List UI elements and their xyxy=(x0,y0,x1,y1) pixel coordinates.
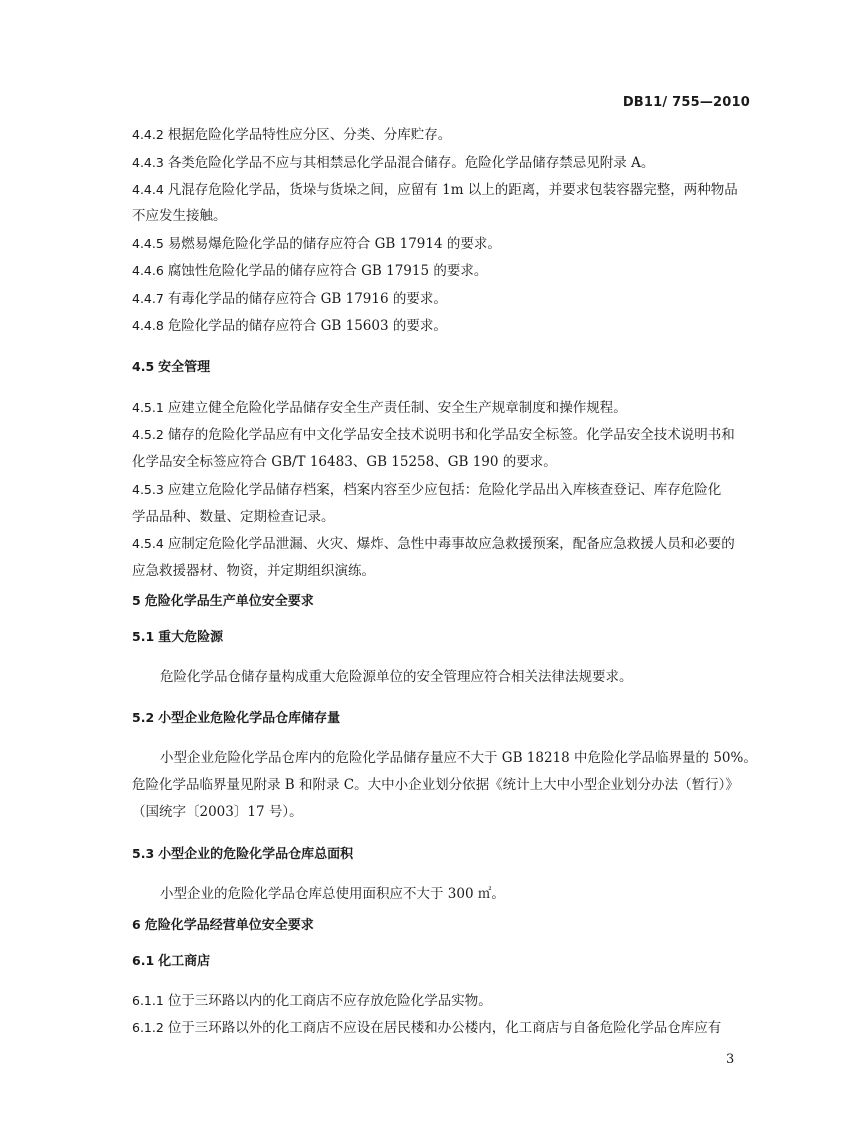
clause-text: 应建立危险化学品储存档案，档案内容至少应包括：危险化学品出入库核查登记、库存危险化 xyxy=(167,482,722,498)
clause-4-5-3 xyxy=(132,481,757,499)
clause-4-5-2 xyxy=(132,426,757,444)
chapter-title: 危险化学品生产单位安全要求 xyxy=(144,594,314,609)
clause-number: 4.5.1 xyxy=(132,400,164,415)
section-title: 小型企业的危险化学品仓库总面积 xyxy=(158,847,354,862)
clause-number: 6.1.2 xyxy=(132,1020,164,1035)
clause-6-1-1 xyxy=(132,992,757,1010)
chapter-number: 6 xyxy=(132,917,141,932)
section-heading-5-2 xyxy=(132,709,757,728)
section-number: 4.5 xyxy=(132,359,155,374)
paragraph-5-2: 小型企业危险化学品仓库内的危险化学品储存量应不大于 GB 18218 中危险化学品临界量的 50%。 xyxy=(160,750,757,766)
clause-text: 腐蚀性危险化学品的储存应符合 GB 17915 的要求。 xyxy=(167,263,488,279)
section-number: 5.3 xyxy=(132,846,155,861)
section-heading-4-5 xyxy=(132,358,757,377)
clause-continuation: 应急救援器材、物资，并定期组织演练。 xyxy=(132,563,375,579)
clause-number: 6.1.1 xyxy=(132,993,164,1008)
clause-number: 4.5.2 xyxy=(132,427,164,442)
section-title: 重大危险源 xyxy=(158,630,224,645)
clause-text: 位于三环路以内的化工商店不应存放危险化学品实物。 xyxy=(167,993,492,1009)
clause-6-1-2 xyxy=(132,1019,757,1037)
clause-4-5-1 xyxy=(132,399,757,417)
section-heading-5-1 xyxy=(132,628,757,647)
clause-number: 4.4.2 xyxy=(132,127,164,142)
clause-4-4-4 xyxy=(132,181,757,199)
clause-text: 应制定危险化学品泄漏、火灾、爆炸、急性中毒事故应急救援预案，配备应急救援人员和必要的 xyxy=(167,536,735,552)
clause-4-5-4 xyxy=(132,535,757,553)
clause-number: 4.4.7 xyxy=(132,291,164,306)
chapter-heading-5 xyxy=(132,592,757,611)
section-title: 小型企业危险化学品仓库储存量 xyxy=(158,711,341,726)
clause-text: 根据危险化学品特性应分区、分类、分库贮存。 xyxy=(167,127,452,143)
clause-4-4-6 xyxy=(132,262,757,280)
clause-text: 易燃易爆危险化学品的储存应符合 GB 17914 的要求。 xyxy=(167,236,501,252)
clause-text: 位于三环路以外的化工商店不应设在居民楼和办公楼内，化工商店与自备危险化学品仓库应有 xyxy=(167,1020,722,1036)
clause-text: 凡混存危险化学品，货垛与货垛之间，应留有 1m 以上的距离，并要求包装容器完整，两种物品 xyxy=(167,182,738,198)
section-number: 5.1 xyxy=(132,629,155,644)
page-number: 3 xyxy=(726,1052,735,1067)
clause-4-4-8 xyxy=(132,317,757,335)
clause-text: 危险化学品的储存应符合 GB 15603 的要求。 xyxy=(167,318,447,334)
chapter-heading-6 xyxy=(132,916,757,935)
paragraph-5-1: 危险化学品仓储存量构成重大危险源单位的安全管理应符合相关法律法规要求。 xyxy=(160,669,633,685)
clause-number: 4.4.3 xyxy=(132,155,164,170)
section-number: 6.1 xyxy=(132,953,155,968)
clause-number: 4.5.3 xyxy=(132,482,164,497)
paragraph-5-3: 小型企业的危险化学品仓库总使用面积应不大于 300 ㎡。 xyxy=(160,886,505,902)
clause-number: 4.4.8 xyxy=(132,318,164,333)
clause-4-4-7 xyxy=(132,290,757,308)
clause-text: 应建立健全危险化学品储存安全生产责任制、安全生产规章制度和操作规程。 xyxy=(167,400,627,416)
clause-text: 储存的危险化学品应有中文化学品安全技术说明书和化学品安全标签。化学品安全技术说明书和 xyxy=(167,427,735,443)
section-title: 化工商店 xyxy=(158,954,211,969)
clause-number: 4.4.6 xyxy=(132,263,164,278)
clause-4-4-5 xyxy=(132,235,757,253)
section-heading-5-3 xyxy=(132,845,757,864)
section-heading-6-1 xyxy=(132,952,757,971)
paragraph-continuation: （国统字〔2003〕17 号）。 xyxy=(132,804,303,820)
clause-number: 4.5.4 xyxy=(132,536,164,551)
clause-number: 4.4.4 xyxy=(132,182,164,197)
section-title: 安全管理 xyxy=(158,360,211,375)
chapter-title: 危险化学品经营单位安全要求 xyxy=(144,918,314,933)
clause-continuation: 化学品安全标签应符合 GB/T 16483、GB 15258、GB 190 的要求。 xyxy=(132,454,557,470)
clause-4-4-2 xyxy=(132,126,757,144)
chapter-number: 5 xyxy=(132,593,141,608)
section-number: 5.2 xyxy=(132,710,155,725)
clause-4-4-3 xyxy=(132,154,757,172)
clause-text: 各类危险化学品不应与其相禁忌化学品混合储存。危险化学品储存禁忌见附录 A。 xyxy=(167,155,655,171)
clause-continuation: 不应发生接触。 xyxy=(132,208,227,224)
standard-code: DB11/ 755—2010 xyxy=(622,95,750,110)
paragraph-continuation: 危险化学品临界量见附录 B 和附录 C。大中小企业划分依据《统计上大中小型企业划分办法（暂行）》 xyxy=(132,777,739,793)
clause-continuation: 学品品种、数量、定期检查记录。 xyxy=(132,509,335,525)
clause-text: 有毒化学品的储存应符合 GB 17916 的要求。 xyxy=(167,291,447,307)
clause-number: 4.4.5 xyxy=(132,236,164,251)
